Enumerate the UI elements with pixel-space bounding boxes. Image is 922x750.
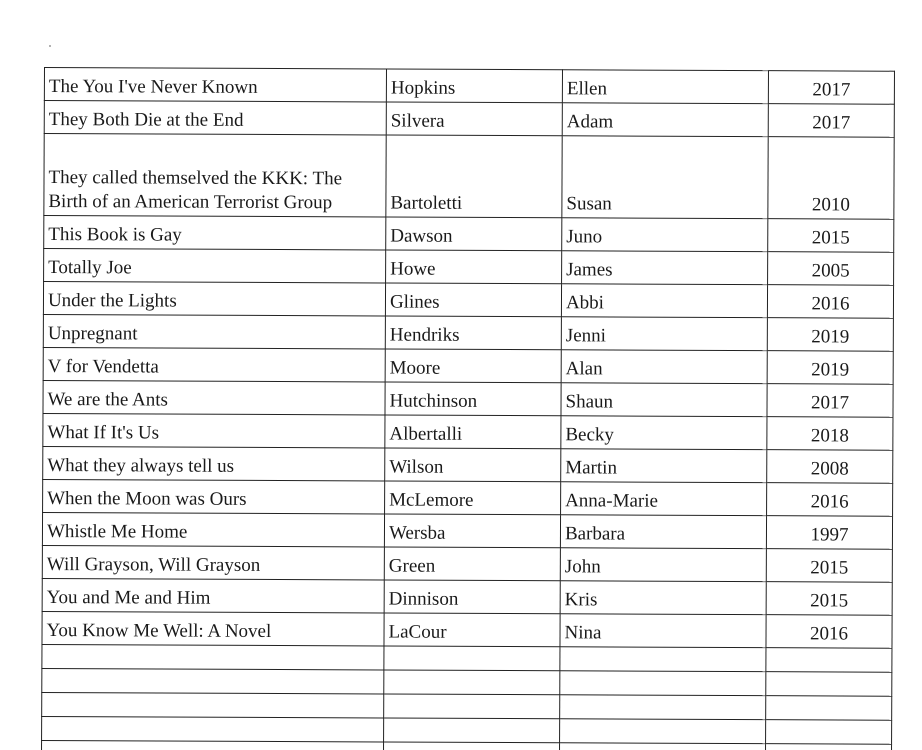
book-title: What If It's Us [43, 413, 385, 447]
author-first-name: Barbara [560, 515, 766, 549]
author-first-name: Jenni [561, 317, 767, 351]
author-first-name: Anna-Marie [561, 482, 767, 516]
author-last-name: Hutchinson [385, 382, 561, 416]
author-first-name: James [562, 251, 768, 285]
publication-year: 2015 [766, 582, 892, 616]
table-row [43, 380, 893, 417]
empty-cell [560, 671, 766, 696]
author-last-name: Bartoletti [386, 135, 562, 218]
empty-cell [41, 740, 383, 750]
table-row [44, 101, 894, 138]
empty-cell [766, 720, 892, 745]
author-last-name: Green [384, 547, 560, 581]
author-last-name: Hopkins [386, 69, 562, 103]
book-title: When the Moon was Ours [43, 479, 385, 513]
author-first-name: Ellen [562, 70, 768, 104]
table-row [44, 216, 894, 253]
empty-cell [42, 692, 384, 717]
empty-cell [384, 670, 560, 695]
publication-year: 2015 [766, 549, 892, 583]
author-first-name: Becky [561, 416, 767, 450]
empty-cell [766, 672, 892, 697]
author-last-name: Wersba [384, 514, 560, 548]
author-first-name: Martin [561, 449, 767, 483]
empty-cell [559, 743, 765, 750]
book-list-table [41, 67, 895, 750]
book-title: What they always tell us [43, 446, 385, 480]
table-row [43, 446, 893, 483]
table-row [42, 611, 892, 648]
empty-cell [42, 644, 384, 669]
empty-cell [42, 716, 384, 741]
author-first-name: John [560, 548, 766, 582]
book-title: You Know Me Well: A Novel [42, 611, 384, 645]
book-title: They called themselved the KKK: The Birth of an American Terrorist Group [44, 134, 386, 217]
author-last-name: LaCour [384, 613, 560, 647]
empty-cell [384, 646, 560, 671]
empty-table-row [42, 644, 892, 672]
book-title: Unpregnant [43, 314, 385, 348]
publication-year: 2008 [767, 450, 893, 484]
book-title: Whistle Me Home [42, 512, 384, 546]
table-row [44, 134, 894, 220]
book-title: Totally Joe [44, 249, 386, 283]
table-row [43, 314, 893, 351]
table-row [43, 413, 893, 450]
author-first-name: Alan [561, 350, 767, 384]
book-title: We are the Ants [43, 380, 385, 414]
author-last-name: Dawson [386, 217, 562, 251]
publication-year: 2019 [767, 318, 893, 352]
empty-cell [383, 742, 559, 750]
publication-year: 2016 [766, 615, 892, 649]
empty-cell [766, 648, 892, 673]
book-title: The You I've Never Known [44, 68, 386, 102]
table-row [44, 68, 894, 105]
table-row [42, 578, 892, 615]
empty-table-row [42, 668, 892, 696]
book-title: Will Grayson, Will Grayson [42, 545, 384, 579]
table-row [42, 512, 892, 549]
author-first-name: Shaun [561, 383, 767, 417]
author-first-name: Adam [562, 103, 768, 137]
author-last-name: Howe [386, 250, 562, 284]
publication-year: 2016 [767, 285, 893, 319]
author-last-name: Moore [385, 349, 561, 383]
empty-cell [560, 695, 766, 720]
book-title: Under the Lights [43, 282, 385, 316]
book-title: You and Me and Him [42, 578, 384, 612]
publication-year: 2005 [768, 252, 894, 286]
author-last-name: Hendriks [385, 316, 561, 350]
author-first-name: Abbi [561, 284, 767, 318]
publication-year: 2019 [767, 351, 893, 385]
empty-cell [384, 718, 560, 743]
scan-speck [49, 45, 51, 47]
publication-year: 2015 [768, 219, 894, 253]
publication-year: 2016 [767, 483, 893, 517]
author-first-name: Kris [560, 581, 766, 615]
empty-table-row [42, 692, 892, 720]
table-row [43, 479, 893, 516]
publication-year: 2017 [767, 384, 893, 418]
empty-cell [766, 696, 892, 721]
empty-cell [42, 668, 384, 693]
author-first-name: Juno [562, 218, 768, 252]
publication-year: 2010 [768, 137, 894, 220]
publication-year: 2018 [767, 417, 893, 451]
author-first-name: Nina [560, 614, 766, 648]
table-row [43, 347, 893, 384]
author-last-name: Glines [385, 283, 561, 317]
author-last-name: McLemore [385, 481, 561, 515]
author-last-name: Wilson [385, 448, 561, 482]
table-row [44, 249, 894, 286]
publication-year: 2017 [768, 104, 894, 138]
empty-table-row [42, 716, 892, 744]
book-title: They Both Die at the End [44, 101, 386, 135]
book-title: V for Vendetta [43, 347, 385, 381]
empty-cell [560, 647, 766, 672]
empty-cell [384, 694, 560, 719]
publication-year: 2017 [768, 71, 894, 105]
table-row [42, 545, 892, 582]
empty-cell [560, 719, 766, 744]
empty-cell [765, 744, 891, 750]
author-last-name: Dinnison [384, 580, 560, 614]
book-title: This Book is Gay [44, 216, 386, 250]
publication-year: 1997 [766, 516, 892, 550]
author-last-name: Albertalli [385, 415, 561, 449]
author-first-name: Susan [562, 136, 768, 219]
author-last-name: Silvera [386, 102, 562, 136]
table-row [43, 282, 893, 319]
